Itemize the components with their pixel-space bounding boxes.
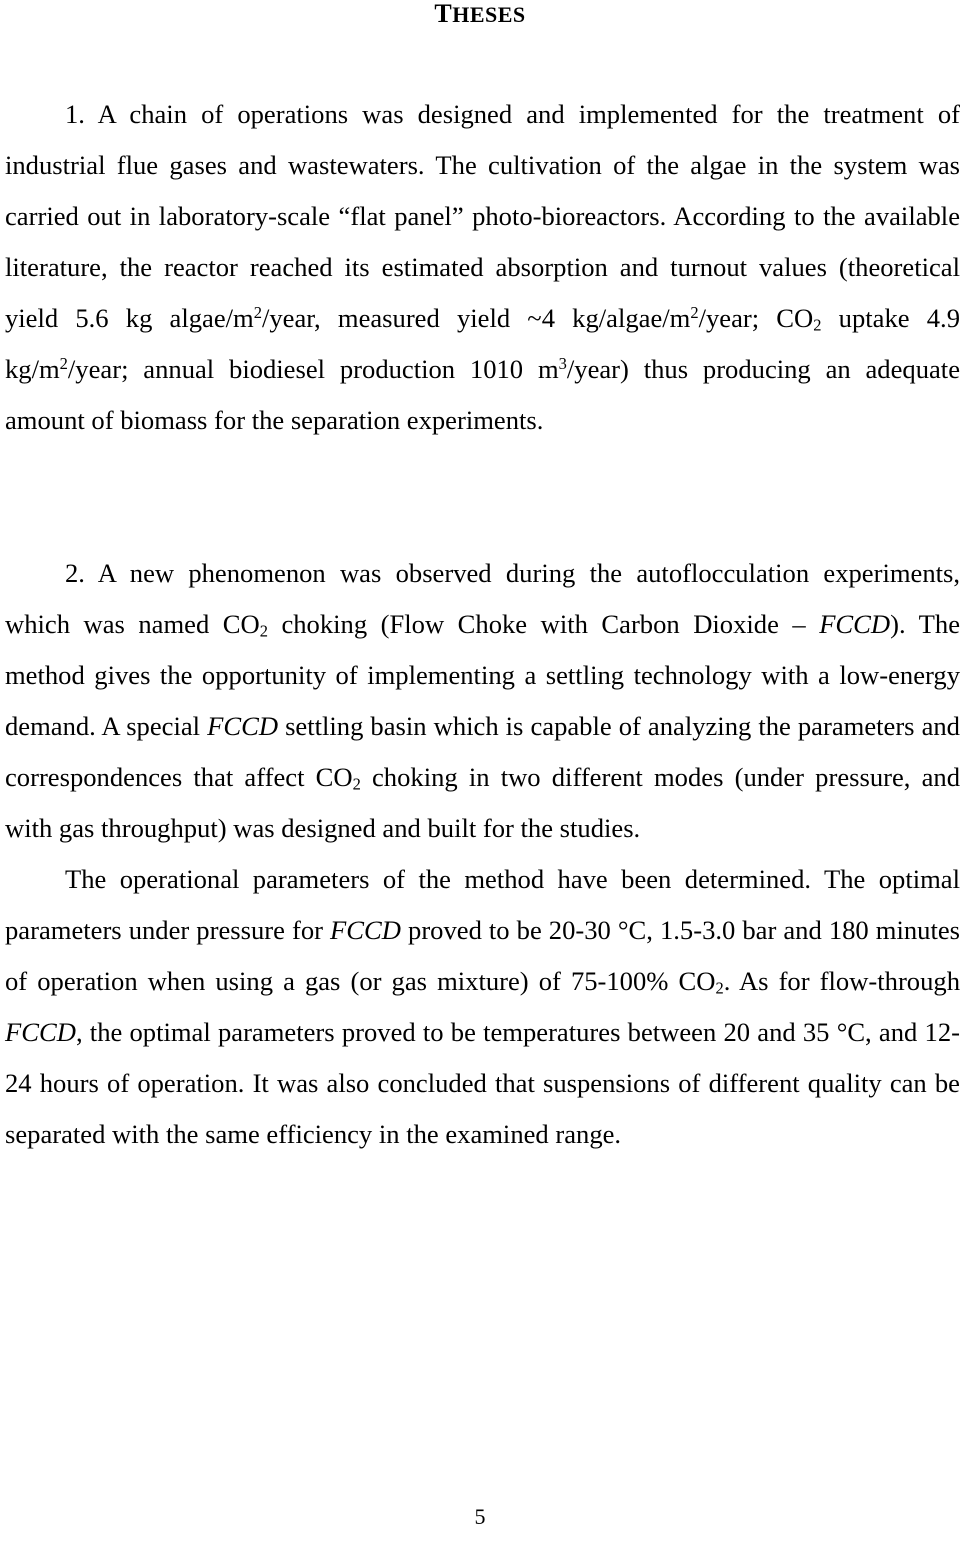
thesis-number: 2. xyxy=(65,558,85,588)
thesis-1 xyxy=(5,89,960,446)
text-run: A new phenomenon was observed during the autoflocculation experiments, which was named CO xyxy=(5,558,960,639)
thesis-2 xyxy=(5,548,960,1160)
text-run: /year; CO xyxy=(698,303,814,333)
text-run: A chain of operations was designed and implemented for the treatment of industrial flue gases and wastewaters. The cultivation of the algae in the system was carried out in laboratory-scale “flat panel” photo-bioreactors. According to the available literature, the reactor reached its estimated absorption and turnout values (theoretical yield 5.6 kg algae/m xyxy=(5,99,960,333)
subscript: 2 xyxy=(352,774,361,794)
title-initial: T xyxy=(434,0,453,28)
page-number: 5 xyxy=(474,1504,486,1529)
text-run: choking in two different modes (under pressure, and with gas throughput) was designed and built for the studies. xyxy=(5,762,960,843)
subscript: 2 xyxy=(259,621,268,641)
text-run: /year, measured yield ~4 kg/algae/m xyxy=(261,303,691,333)
subscript: 2 xyxy=(715,978,724,998)
thesis-2-paragraph xyxy=(5,548,960,854)
text-run: The operational parameters of the method have been determined. The optimal parameters under pressure for xyxy=(5,864,960,945)
italic-abbreviation: FCCD xyxy=(330,915,401,945)
text-run: settling basin which is capable of analyzing the parameters and correspondences that affect CO xyxy=(5,711,960,792)
text-run: /year; annual biodiesel production 1010 m xyxy=(67,354,559,384)
italic-abbreviation: FCCD xyxy=(819,609,891,639)
thesis-1-paragraph xyxy=(5,89,960,446)
text-run: , the optimal parameters proved to be temperatures between 20 and 35 °C, and 12-24 hours of operation. It was also concluded that suspensions of different quality can be separated with the same efficiency in the examined range. xyxy=(5,1017,960,1149)
text-run: uptake 4.9 kg/m xyxy=(5,303,960,384)
text-run: ). The method gives the opportunity of implementing a settling technology with a low-energy demand. A special xyxy=(5,609,960,741)
thesis-number: 1. xyxy=(65,99,85,129)
superscript: 2 xyxy=(690,302,699,322)
text-run: proved to be 20-30 °C, 1.5-3.0 bar and 180 minutes of operation when using a gas (or gas mixture) of 75-100% CO xyxy=(5,915,960,996)
title-rest: HESES xyxy=(452,2,526,27)
superscript: 2 xyxy=(253,302,262,322)
thesis-2-continuation xyxy=(5,854,960,1160)
text-run: /year) thus producing an adequate amount of biomass for the separation experiments. xyxy=(5,354,960,435)
superscript: 3 xyxy=(558,353,567,373)
text-run: choking (Flow Choke with Carbon Dioxide – xyxy=(267,609,820,639)
superscript: 2 xyxy=(59,353,68,373)
italic-abbreviation: FCCD xyxy=(5,1017,76,1047)
italic-abbreviation: FCCD xyxy=(207,711,279,741)
text-run: . As for flow-through xyxy=(723,966,960,996)
page-title xyxy=(0,0,960,29)
subscript: 2 xyxy=(813,315,822,335)
